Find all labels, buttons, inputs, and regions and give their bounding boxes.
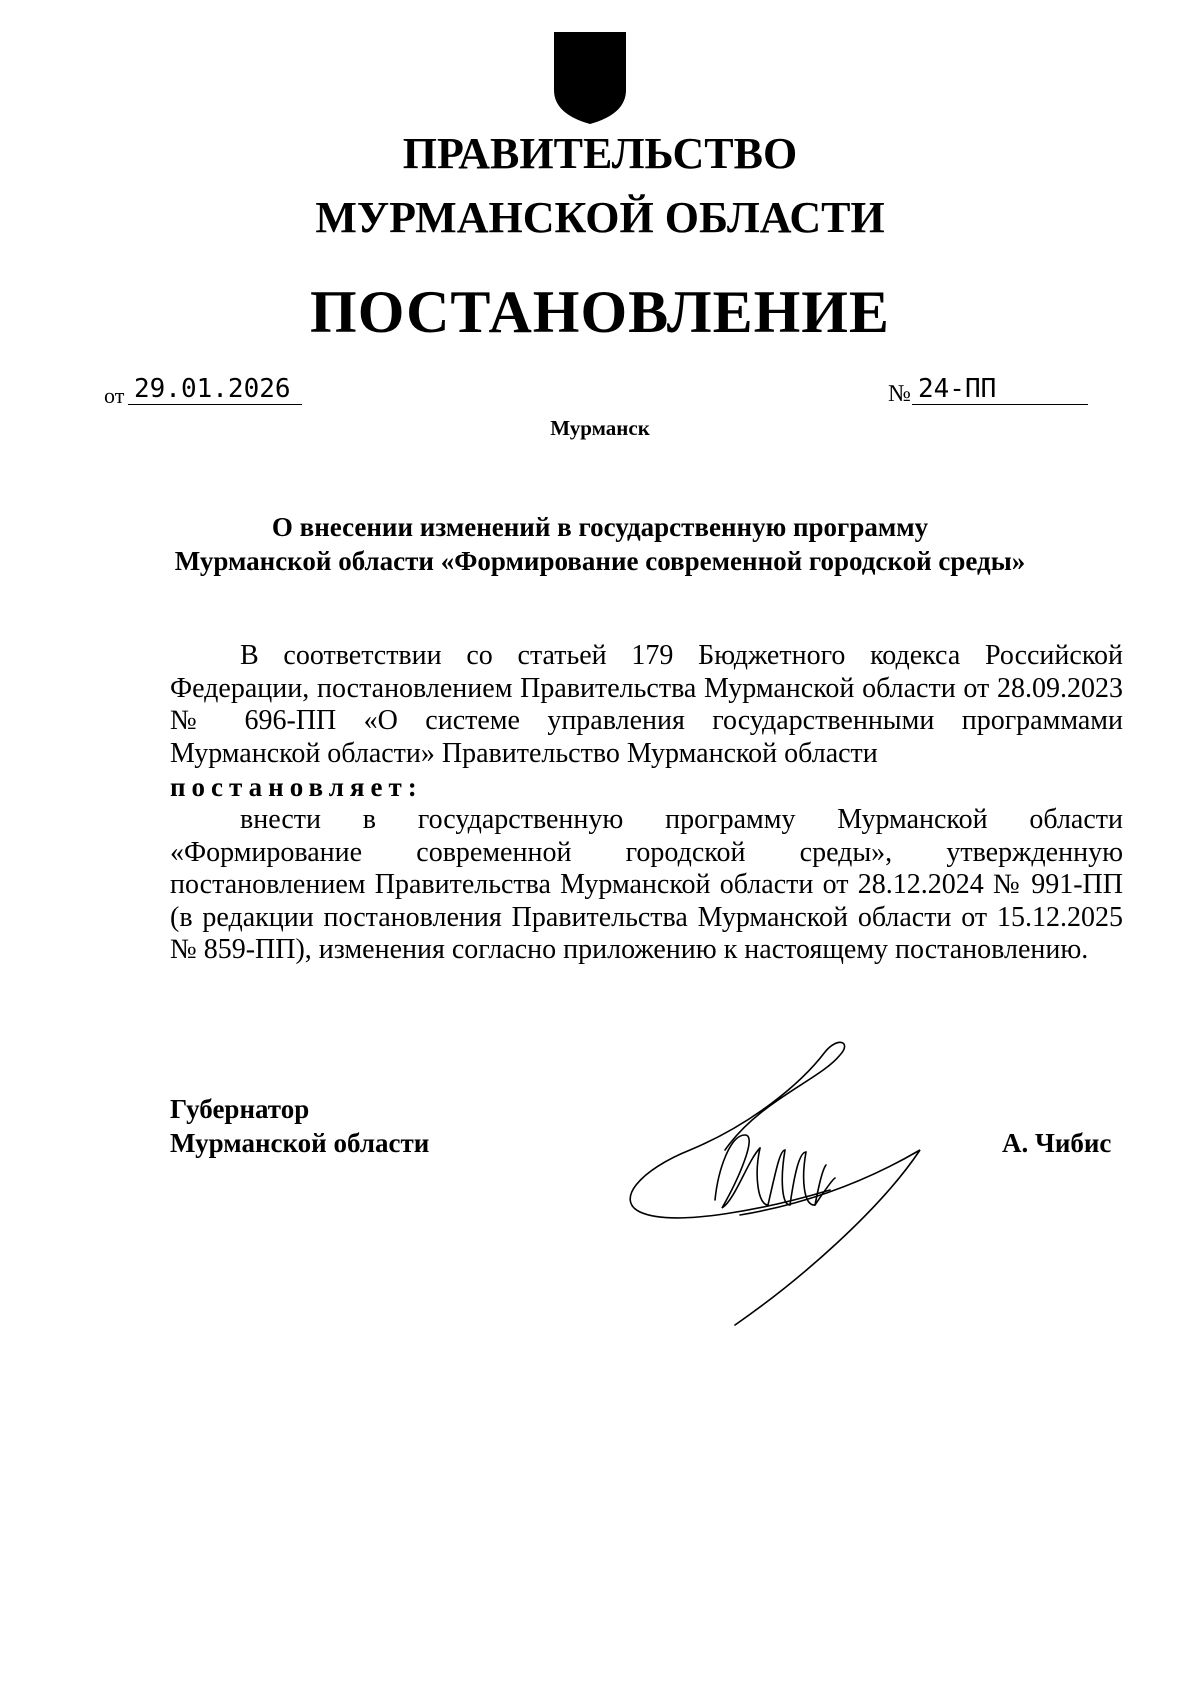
org-name-line1: ПРАВИТЕЛЬСТВО (402, 129, 798, 178)
handwritten-signature-icon (620, 1040, 950, 1330)
signatory-title-line2: Мурманской области (170, 1128, 430, 1158)
signatory-name: А. Чибис (1002, 1128, 1112, 1158)
signatory-title-line1: Губернатор (170, 1094, 310, 1124)
document-number: 24-ПП (912, 374, 1088, 405)
subject-line2: Мурманской области «Формирование современной городской среды» (174, 546, 1026, 576)
signatory-title (170, 1092, 429, 1160)
body-paragraph-2: внести в государственную программу Мурманской области «Формирование современной городской среды», утвержденную постановлением Правительства Мурманской области от 28.12.2024 № 991-ПП (в редакции постановления Правительства Мурманской области от 15.12.2025 № 859-ПП), изменения согласно приложению к настоящему постановлению. (170, 804, 1123, 966)
document-subject (0, 510, 1200, 578)
subject-line1: О внесении изменений в государственную программу (271, 512, 929, 542)
number-prefix: № (888, 381, 911, 407)
date-prefix: от (104, 383, 125, 408)
coat-of-arms-emblem-icon (550, 30, 630, 126)
body-paragraph-1: В соответствии со статьей 179 Бюджетного кодекса Российской Федерации, постановлением Правительства Мурманской области от 28.09.2023 № 696-ПП «О системе управления государственными программами Мурманской области» Правительство Мурманской области (170, 640, 1123, 769)
document-type-title: ПОСТАНОВЛЕНИЕ (310, 279, 890, 345)
city-name: Мурманск (550, 416, 650, 440)
org-name-line2: МУРМАНСКОЙ ОБЛАСТИ (315, 193, 885, 242)
document-date: 29.01.2026 (128, 374, 302, 405)
resolves-keyword: постановляет: (170, 772, 423, 802)
